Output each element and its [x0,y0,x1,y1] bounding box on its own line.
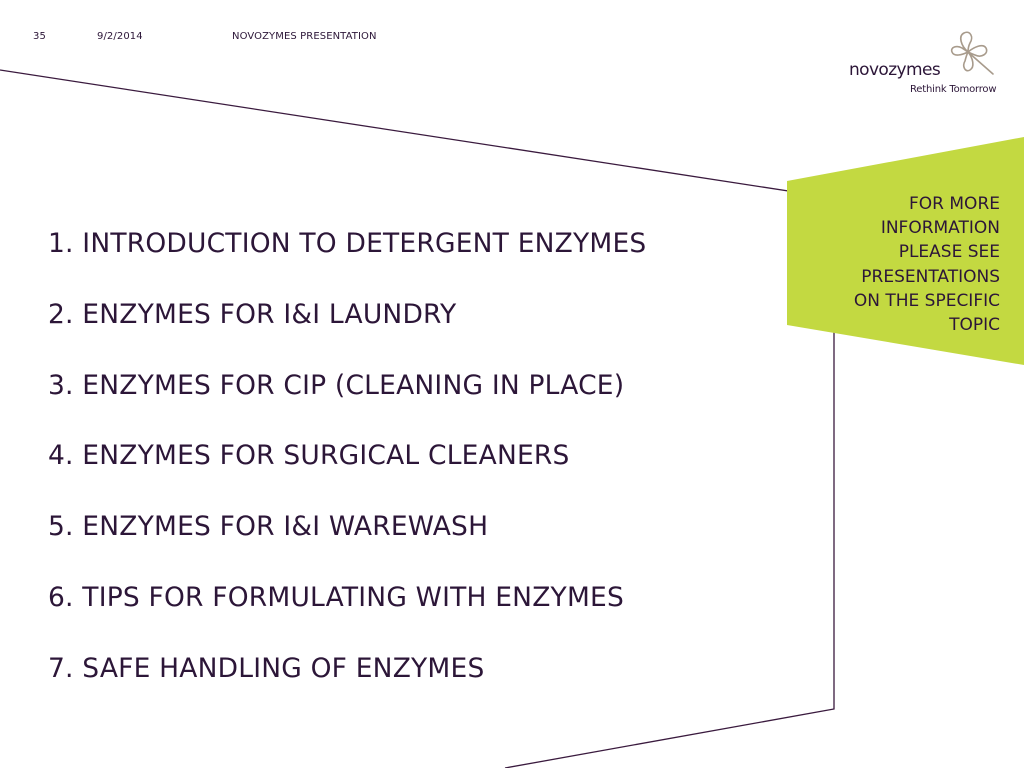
novozymes-logo [846,28,998,100]
agenda-item: 3. ENZYMES FOR CIP (CLEANING IN PLACE) [48,369,625,401]
agenda-item: 4. ENZYMES FOR SURGICAL CLEANERS [48,440,570,472]
agenda-item: 5. ENZYMES FOR I&I WAREWASH [48,511,489,543]
agenda-item: 1. INTRODUCTION TO DETERGENT ENZYMES [48,228,647,259]
presentation-title: NOVOZYMES PRESENTATION [232,31,377,42]
agenda-item: 2. ENZYMES FOR I&I LAUNDRY [48,298,457,330]
clover-logo-icon [941,28,999,80]
logo-tagline: Rethink Tomorrow [910,84,997,95]
slide-date: 9/2/2014 [97,31,143,42]
info-callout-text: FOR MORE INFORMATION PLEASE SEE PRESENTATIONS ON THE SPECIFIC TOPIC [853,194,1000,336]
agenda-item: 7. SAFE HANDLING OF ENZYMES [48,652,485,684]
agenda-item: 6. TIPS FOR FORMULATING WITH ENZYMES [48,581,624,613]
logo-wordmark: novozymes [849,60,941,80]
slide-number: 35 [33,31,46,42]
agenda-list [48,226,646,722]
